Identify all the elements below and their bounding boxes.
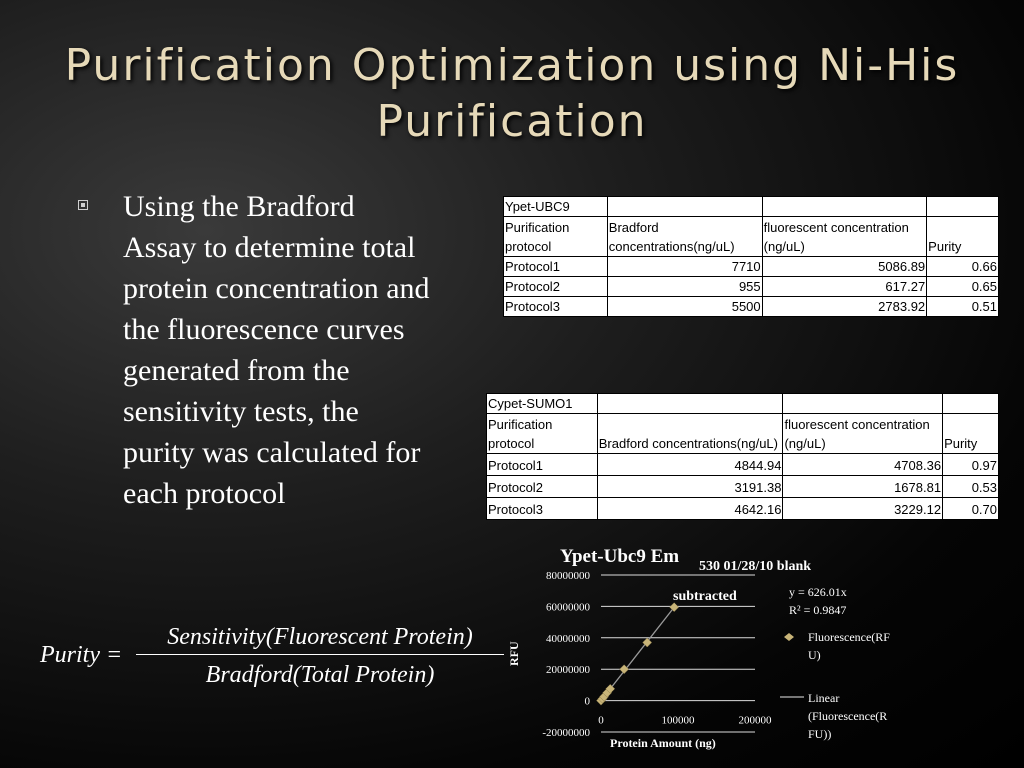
table-cell: Protocol1 [504, 257, 608, 277]
formula-fraction [140, 620, 500, 693]
y-tick-label: 20000000 [546, 664, 590, 677]
table-row [487, 476, 999, 498]
trendline-equation: y = 626.01x [789, 585, 847, 599]
table-row [504, 297, 999, 317]
table-cell: Protocol3 [504, 297, 608, 317]
table-cell: 3191.38 [597, 476, 783, 498]
table-cell: 617.27 [762, 277, 927, 297]
chart-title-part3: subtracted [673, 589, 737, 604]
legend-series-label-line2: U) [808, 648, 821, 662]
table-cell: 5086.89 [762, 257, 927, 277]
column-header: Purification protocol [504, 217, 608, 257]
table-cell: Protocol3 [487, 498, 598, 520]
legend-marker-icon [784, 633, 794, 641]
table-cell: 1678.81 [783, 476, 943, 498]
fluorescence-chart [507, 540, 1020, 768]
column-header: Purity [927, 217, 999, 257]
y-tick-label: 0 [584, 695, 590, 708]
legend-trendline-label [808, 691, 890, 741]
ypet-ubc9-table [503, 196, 999, 317]
column-header: Bradford concentrations(ng/uL) [607, 217, 762, 257]
table-name-cell: Ypet-UBC9 [504, 197, 608, 217]
table-row [487, 454, 999, 476]
legend-trendline-label-line2: (Fluorescence(R [808, 709, 888, 723]
column-header: Purity [943, 414, 999, 454]
square-bullet-icon [78, 200, 88, 210]
table-cell: 7710 [607, 257, 762, 277]
formula-numerator: Sensitivity(Fluorescent Protein) [167, 624, 473, 650]
legend-series-label-line1: Fluorescence(RF [808, 630, 890, 644]
legend-series-label [808, 630, 893, 662]
table-cell: 4642.16 [597, 498, 783, 520]
cypet-sumo1-table [486, 393, 999, 520]
column-header: Purification protocol [487, 414, 598, 454]
table-cell: 0.65 [927, 277, 999, 297]
chart-title-part2: 530 01/28/10 blank [699, 559, 812, 574]
table-row [504, 257, 999, 277]
table-cell: 0.97 [943, 454, 999, 476]
formula-denominator: Bradford(Total Protein) [205, 662, 435, 688]
table-row [504, 277, 999, 297]
table-cell: Protocol2 [487, 476, 598, 498]
table-cell: 3229.12 [783, 498, 943, 520]
y-tick-label: 60000000 [546, 601, 590, 614]
y-axis-label: RFU [507, 641, 521, 666]
column-header: fluorescent concentration (ng/uL) [762, 217, 927, 257]
x-tick-label: 200000 [738, 714, 772, 727]
table-cell: 955 [607, 277, 762, 297]
chart-svg [507, 540, 1020, 768]
table-cell: 2783.92 [762, 297, 927, 317]
table-cell: Protocol2 [504, 277, 608, 297]
x-axis-label: Protein Amount (ng) [610, 736, 716, 750]
table-cell: 4844.94 [597, 454, 783, 476]
trendline-r2: R² = 0.9847 [789, 603, 847, 617]
table-name-cell: Cypet-SUMO1 [487, 394, 598, 414]
slide-title: Purification Optimization using Ni-His Purification [64, 40, 960, 147]
formula-lhs: Purity = [40, 642, 123, 668]
y-tick-label: 40000000 [546, 632, 590, 645]
bullet-text: Using the Bradford Assay to determine total protein concentration and the fluorescence curves generated from the sensitivity tests, the purity was calculated for each protocol [123, 190, 430, 510]
table-cell: 0.70 [943, 498, 999, 520]
table-cell: 5500 [607, 297, 762, 317]
table-cell: 0.53 [943, 476, 999, 498]
table-row [487, 498, 999, 520]
column-header: Bradford concentrations(ng/uL) [597, 414, 783, 454]
table-cell: Protocol1 [487, 454, 598, 476]
legend-trendline-label-line3: FU)) [808, 727, 832, 741]
x-tick-label: 100000 [661, 714, 695, 727]
y-tick-label: -20000000 [542, 727, 590, 739]
chart-title-part1: Ypet-Ubc9 Em [560, 546, 680, 567]
column-header: fluorescent concentration (ng/uL) [783, 414, 943, 454]
table-cell: 0.51 [927, 297, 999, 317]
y-tick-label: 80000000 [546, 570, 590, 582]
table-cell: 4708.36 [783, 454, 943, 476]
x-tick-label: 0 [598, 714, 604, 727]
legend-trendline-label-line1: Linear [808, 691, 840, 705]
table-cell: 0.66 [927, 257, 999, 277]
